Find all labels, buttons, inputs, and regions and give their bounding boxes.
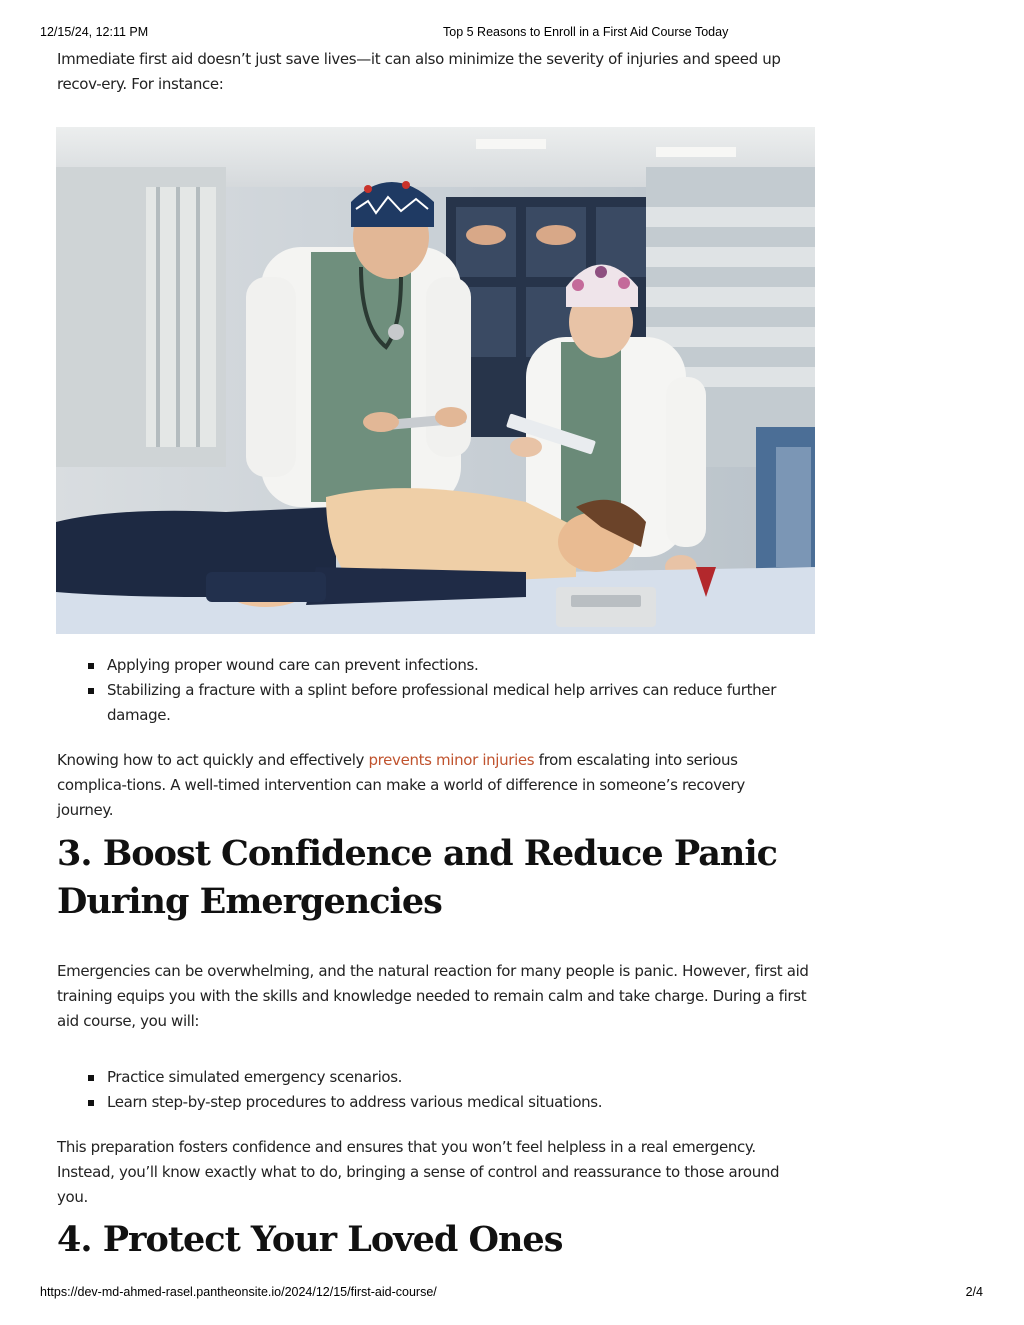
prevents-minor-injuries-link[interactable]: prevents minor injuries <box>368 751 535 769</box>
list-item: Stabilizing a fracture with a splint before professional medical help arrives can reduce further damage. <box>57 678 797 728</box>
page-number: 2/4 <box>965 1285 983 1299</box>
list-item: Practice simulated emergency scenarios. <box>57 1065 797 1090</box>
print-datetime: 12/15/24, 12:11 PM <box>40 25 149 39</box>
course-activities-list <box>57 1065 797 1115</box>
section-3-intro-paragraph: Emergencies can be overwhelming, and the natural reaction for many people is panic. However, first aid training equips you with the skills and knowledge needed to remain calm and take charge. During a first aid course, you will: <box>57 962 809 1030</box>
print-page-title: Top 5 Reasons to Enroll in a First Aid Course Today <box>443 25 729 39</box>
training-photo-illustration <box>56 127 815 634</box>
list-item: Applying proper wound care can prevent infections. <box>57 653 797 678</box>
knowing-paragraph <box>57 748 802 823</box>
injury-care-list <box>57 653 797 728</box>
knowing-text-after: from escalating into serious complica-tions. A well-timed intervention can make a world of difference in someone’s recovery journey. <box>57 751 745 819</box>
section-4-heading: 4. Protect Your Loved Ones <box>57 1219 563 1260</box>
print-header <box>0 25 1024 41</box>
intro-paragraph: Immediate first aid doesn’t just save lives—it can also minimize the severity of injuries and speed up recov-ery. For instance: <box>57 50 781 93</box>
section-3-closing-paragraph: This preparation fosters confidence and ensures that you won’t feel helpless in a real emergency. Instead, you’ll know exactly what to do, bringing a sense of control and reassurance to those around you. <box>57 1138 780 1206</box>
section-3-heading: 3. Boost Confidence and Reduce Panic During Emergencies <box>57 833 777 922</box>
page-url: https://dev-md-ahmed-rasel.pantheonsite.io/2024/12/15/first-aid-course/ <box>40 1285 437 1299</box>
first-aid-training-image <box>56 127 815 634</box>
knowing-text-before: Knowing how to act quickly and effectively <box>57 751 369 769</box>
list-item: Learn step-by-step procedures to address various medical situations. <box>57 1090 797 1115</box>
